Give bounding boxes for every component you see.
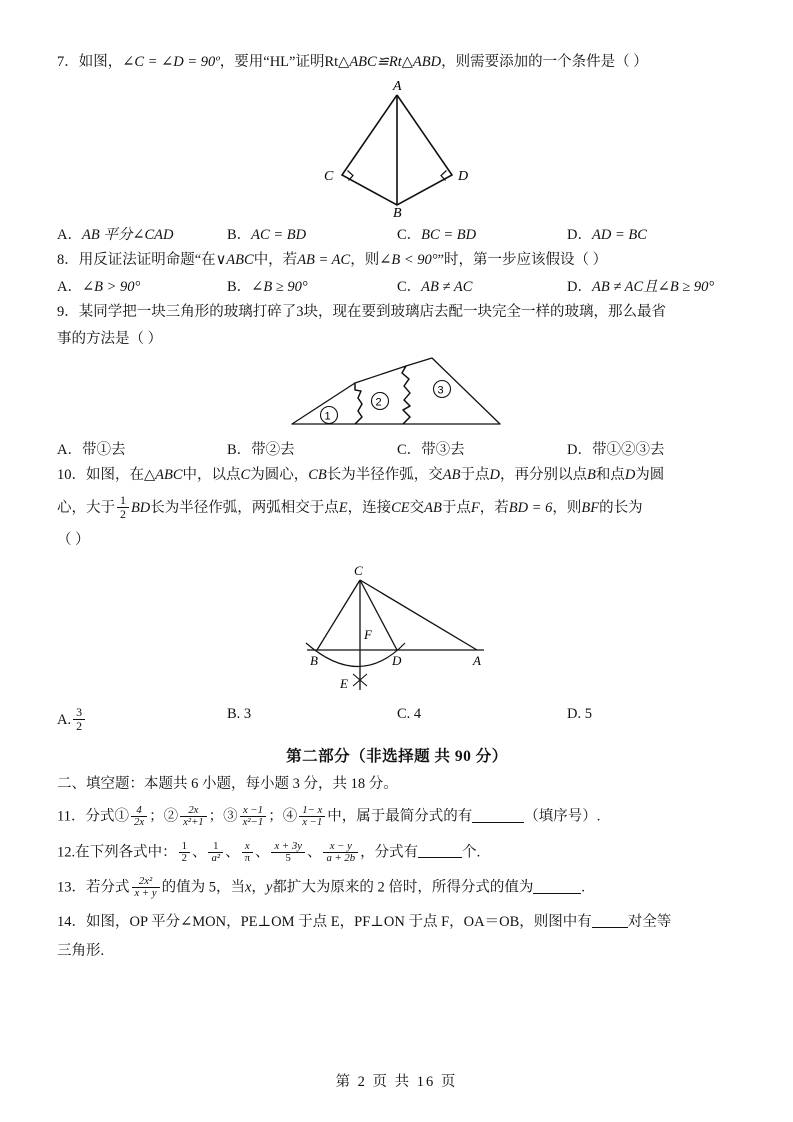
figure-label-C: C: [324, 169, 334, 185]
q14-t1: 如图，OP 平分∠MON，PE⊥OM 于点 E，PF⊥ON 于点 F，OA＝OB，则图中有: [86, 913, 592, 930]
question-14-number: 14．: [57, 913, 86, 930]
question-8-text-2: 中，若: [253, 252, 298, 269]
question-9-figure-broken-glass: [282, 354, 512, 432]
q10b-v3: CE: [391, 500, 410, 517]
option-d-text: 带①②③去: [591, 442, 665, 459]
question-14: [57, 912, 737, 962]
question-8-option-a[interactable]: [57, 275, 227, 296]
q12-fraction-5: [323, 841, 358, 865]
q10-half-den: 2: [120, 506, 126, 521]
q10b-v6: BD = 6: [508, 500, 553, 517]
question-7-option-d[interactable]: [567, 223, 737, 244]
question-10-option-b[interactable]: [227, 706, 397, 732]
option-d-text: AD = BC: [591, 227, 647, 244]
question-13: [57, 876, 737, 900]
question-10-stem-line2: [57, 494, 737, 520]
option-b-text: AC = BD: [251, 227, 307, 244]
figure-label-C: C: [354, 563, 363, 579]
question-7-stem: [57, 52, 737, 73]
q11-f1-num: 4: [131, 805, 147, 817]
question-11: [57, 805, 737, 829]
option-a-den: 2: [76, 718, 83, 733]
q10-t8: 为圆: [635, 467, 665, 484]
q12-s1: 、: [191, 844, 207, 861]
option-d-label: D．: [567, 442, 592, 459]
option-b-text: ∠B ≥ 90°: [251, 279, 308, 296]
question-8-text-3: ，则: [350, 252, 380, 269]
question-12: [57, 841, 737, 865]
question-7-stem-part2: ，要用“HL”证明Rt: [219, 54, 339, 70]
q10-v1: C: [240, 467, 251, 484]
q12-f3-num: x: [242, 841, 253, 853]
q10-triangle: △ABC: [144, 467, 183, 484]
q10-v3: AB: [442, 467, 461, 484]
figure-label-1: 1: [324, 410, 331, 423]
q10b-v4: AB: [424, 500, 442, 517]
option-a-text: AB 平分∠CAD: [81, 227, 174, 244]
q12-t1: 在下列各式中：: [75, 844, 177, 861]
q13-v1: x: [244, 879, 252, 896]
question-10-number: 10．: [57, 467, 86, 484]
question-13-number: 13．: [57, 879, 86, 896]
option-c-text: BC = BD: [421, 227, 477, 244]
q10b-t6: ，若: [479, 500, 509, 517]
q12-answer-blank[interactable]: [418, 843, 462, 858]
q10b-t7: ，则: [552, 500, 582, 517]
q10-t7: 和点: [595, 467, 625, 484]
q10-half-num: 1: [117, 494, 129, 507]
question-10-option-d[interactable]: [567, 706, 737, 732]
q10b-t8: 的长为: [599, 500, 643, 517]
option-c-label: C．: [397, 279, 422, 296]
question-8-text-1: 用反证法证明命题“在: [78, 252, 216, 269]
q13-fraction: [132, 876, 160, 900]
figure-label-D: D: [392, 653, 402, 669]
question-7-figure-container: [57, 77, 737, 217]
question-8-options: [57, 275, 737, 296]
q13-t4: 都扩大为原来的 2 倍时，所得分式的值为: [272, 879, 534, 896]
q11-fraction-3: [240, 805, 267, 829]
question-7-number: 7．: [57, 54, 79, 70]
q10b-t2: 长为半径作弧，两弧相交于点: [150, 500, 339, 517]
q12-f5-den: a + 2b: [326, 851, 356, 864]
option-c-text: 4: [413, 706, 422, 723]
figure-label-E: E: [340, 676, 348, 692]
q12-fraction-2: [208, 841, 223, 865]
question-8-number: 8．: [57, 252, 79, 269]
q11-t4: ；④: [268, 808, 298, 825]
part-2-title: 第二部分（非选择题 共 90 分）: [286, 748, 508, 766]
figure-label-D: D: [458, 169, 469, 185]
question-10-figure: [292, 555, 502, 700]
question-8-option-d[interactable]: [567, 275, 737, 296]
question-8-option-c[interactable]: [397, 275, 567, 296]
q12-f4-den: 5: [285, 851, 291, 864]
question-9-stem-line1: [57, 302, 737, 323]
option-d-text: AB ≠ AC且∠B ≥ 90°: [591, 279, 715, 296]
question-8-text-4: ”时，第一步应该假设（ ）: [437, 252, 608, 269]
q11-t3: ；③: [208, 808, 238, 825]
option-a-text: ∠B > 90°: [81, 279, 141, 296]
q13-t3: ，: [251, 879, 266, 896]
q11-f2-den: x²+1: [183, 816, 204, 829]
question-12-number: 12.: [57, 844, 76, 861]
q10b-v1: BD: [130, 500, 151, 517]
question-7-stem-part3: ，则需要添加的一个条件是（ ）: [441, 54, 648, 70]
q13-f-num: 2x²: [132, 876, 160, 888]
q12-f1-den: 2: [181, 851, 187, 864]
q10-half-fraction: [117, 494, 129, 520]
question-9-option-c[interactable]: [397, 438, 567, 459]
q11-f1-den: 2x: [133, 816, 145, 829]
question-10: [57, 465, 737, 732]
option-c-label: C．: [397, 227, 422, 244]
q10b-v7: BF: [581, 500, 600, 517]
option-d-label: D.: [567, 706, 582, 723]
q13-answer-blank[interactable]: [533, 879, 581, 894]
question-14-stem-line1: [57, 912, 737, 933]
option-b-label: B．: [227, 227, 252, 244]
option-d-text: 5: [584, 706, 592, 723]
question-10-stem-line1: [57, 465, 737, 486]
q10-t5: 于点: [460, 467, 490, 484]
question-14-stem-line2: 三角形.: [57, 942, 105, 959]
figure-label-3: 3: [437, 384, 444, 397]
option-d-label: D．: [567, 279, 592, 296]
question-10-option-a[interactable]: [57, 706, 227, 732]
q13-t1: 若分式: [86, 879, 130, 896]
q10b-v2: E: [338, 500, 348, 517]
question-13-stem: [57, 876, 737, 900]
question-9-option-a[interactable]: [57, 438, 227, 459]
question-7-option-a[interactable]: [57, 223, 227, 244]
question-9-option-b[interactable]: [227, 438, 397, 459]
question-10-options: [57, 706, 737, 732]
q11-t1: 分式①: [85, 808, 129, 825]
q12-s3: 、: [254, 844, 270, 861]
question-9-number: 9．: [57, 304, 79, 321]
question-9-line2: 事的方法是（ ）: [57, 331, 163, 348]
option-a-label: A．: [57, 227, 82, 244]
question-7-angle-condition: ∠C = ∠D = 90º: [122, 54, 220, 70]
page-content: [57, 52, 737, 968]
question-8-option-b[interactable]: [227, 275, 397, 296]
question-9: [57, 302, 737, 459]
q10-v4: D: [489, 467, 500, 484]
figure-label-B: B: [310, 653, 318, 669]
question-8-triangle: ∨ABC: [215, 252, 254, 269]
q14-answer-blank[interactable]: [592, 913, 628, 928]
q11-answer-blank[interactable]: [472, 808, 524, 823]
option-a-label: A．: [57, 442, 82, 459]
question-7-triangle2: △ABD: [401, 54, 442, 70]
q10-t3: 为圆心，: [250, 467, 309, 484]
page-footer: 第 2 页 共 16 页: [335, 1074, 458, 1090]
q12-s2: 、: [225, 844, 240, 861]
option-b-label: B．: [227, 279, 252, 296]
option-c-label: C.: [397, 706, 411, 723]
q13-v2: y: [265, 879, 273, 896]
q12-t2: ，分式有: [360, 844, 419, 861]
q11-f4-den: x −1: [302, 816, 323, 829]
q11-fraction-1: [131, 805, 147, 829]
question-7-option-c[interactable]: [397, 223, 567, 244]
question-11-number: 11．: [57, 808, 86, 825]
q10b-v5: F: [470, 500, 480, 517]
question-7-options: [57, 223, 737, 244]
q11-f2-num: 2x: [180, 805, 207, 817]
q12-f1-num: 1: [179, 841, 190, 853]
q10-t1: 如图，在: [86, 467, 144, 484]
q11-fraction-2: [180, 805, 207, 829]
option-c-label: C．: [397, 442, 422, 459]
option-c-text: AB ≠ AC: [421, 279, 473, 296]
question-9-option-d[interactable]: [567, 438, 737, 459]
question-8-stem: [57, 250, 737, 271]
question-8: [57, 250, 737, 296]
question-12-stem: [57, 841, 737, 865]
question-9-line1: 某同学把一块三角形的玻璃打碎了3块，现在要到玻璃店去配一块完全一样的玻璃，那么最省: [78, 304, 666, 321]
question-10-figure-container: [57, 555, 737, 700]
q10b-t5: 于点: [441, 500, 471, 517]
q14-t2: 对全等: [627, 913, 672, 930]
question-7-figure: [297, 77, 497, 217]
q11-f3-den: x²−1: [242, 816, 264, 829]
question-9-figure-container: [57, 354, 737, 432]
q10b-t1: 心，大于: [57, 500, 115, 517]
option-a-label: A．: [57, 279, 82, 296]
q12-f4-num: x + 3y: [271, 841, 304, 853]
q11-f4-num: 1− x: [299, 805, 325, 817]
option-c-text: 带③去: [421, 442, 465, 459]
q10b-t3: ，连接: [347, 500, 392, 517]
option-a-label: A.: [57, 712, 72, 729]
q11-t5: 中，属于最简分式的有: [327, 808, 473, 825]
option-b-label: B．: [227, 442, 252, 459]
question-11-stem: [57, 805, 737, 829]
question-7: [57, 52, 737, 244]
q13-t5: .: [581, 879, 585, 896]
figure-label-A: A: [393, 79, 402, 95]
q13-f-den: x + y: [134, 887, 157, 900]
question-8-eq-2: ∠B < 90°: [379, 252, 438, 269]
question-10-option-c[interactable]: [397, 706, 567, 732]
q12-fraction-3: [242, 841, 253, 865]
figure-label-2: 2: [375, 396, 382, 409]
section-2-intro: 二、填空题：本题共 6 小题，每小题 3 分，共 18 分。: [57, 776, 398, 793]
q11-t2: ；②: [149, 808, 179, 825]
option-a-fraction: [73, 706, 85, 732]
figure-label-B: B: [393, 206, 402, 218]
q10b-t4: 交: [409, 500, 425, 517]
option-b-text: 3: [243, 706, 252, 723]
q12-fraction-1: [179, 841, 190, 865]
q10-t2: 中，以点: [182, 467, 241, 484]
q11-f3-num: x −1: [240, 805, 267, 817]
question-10-stem-line3: （ ）: [57, 532, 90, 549]
option-a-text: 带①去: [81, 442, 126, 459]
option-a-num: 3: [73, 706, 85, 719]
question-9-options: [57, 438, 737, 459]
q12-f3-den: π: [244, 851, 250, 864]
option-b-label: B.: [227, 706, 241, 723]
question-7-triangle1: △ABC≌Rt: [338, 54, 402, 70]
q10-v5: B: [586, 467, 596, 484]
q10-t4: 长为半径作弧，交: [326, 467, 443, 484]
figure-label-A: A: [473, 653, 481, 669]
q12-f2-den: a²: [211, 851, 221, 864]
option-b-text: 带②去: [251, 442, 295, 459]
q13-t2: 的值为 5，当: [161, 879, 245, 896]
q12-s4: 、: [306, 844, 322, 861]
q12-fraction-4: [271, 841, 304, 865]
q10-v6: D: [624, 467, 636, 484]
question-7-stem-part1: 如图，: [78, 54, 123, 70]
q12-t3: 个.: [462, 844, 481, 861]
q11-fraction-4: [299, 805, 325, 829]
q10-t6: ，再分别以点: [499, 467, 587, 484]
question-7-option-b[interactable]: [227, 223, 397, 244]
figure-label-F: F: [364, 627, 372, 643]
option-d-label: D．: [567, 227, 592, 244]
q11-t6: （填序号）.: [524, 808, 601, 825]
q12-f5-num: x − y: [323, 841, 358, 853]
q12-f2-num: 1: [208, 841, 223, 853]
question-9-stem-line2: [57, 329, 737, 350]
question-8-eq-1: AB = AC: [297, 252, 351, 269]
q10-v2: CB: [308, 467, 327, 484]
